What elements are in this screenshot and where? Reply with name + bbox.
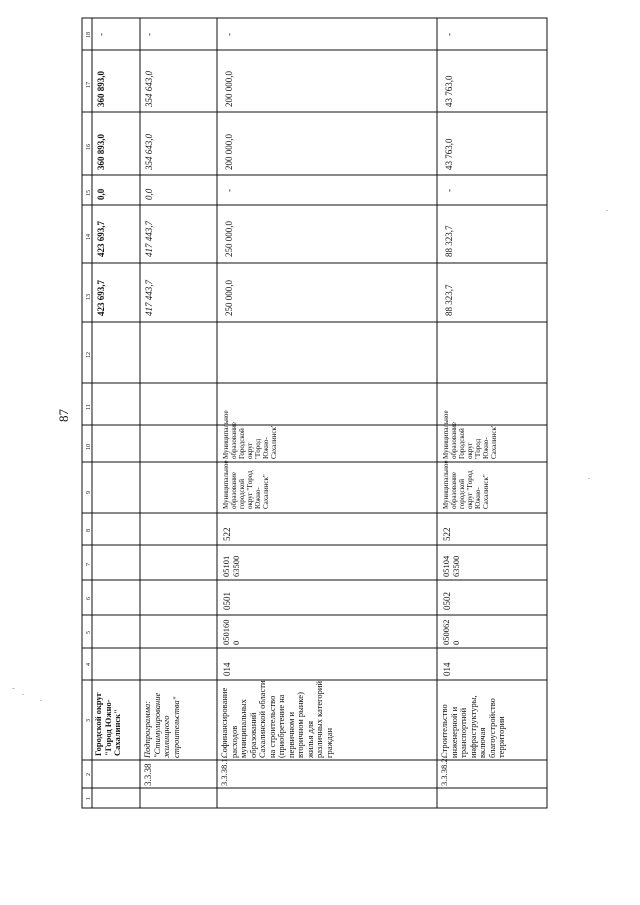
row1-col16: 360 893,0 bbox=[96, 134, 106, 170]
col-num-6: 6 bbox=[86, 597, 92, 600]
row1-col14: 423 693,7 bbox=[96, 221, 106, 257]
row4-name: Строительство инженерной и транспортной инфраструктуры, включая благоустройство территории bbox=[439, 695, 506, 758]
row4-col5: 0500620 bbox=[441, 619, 461, 645]
col-num-7: 7 bbox=[86, 563, 92, 566]
row4-col4: 014 bbox=[442, 662, 452, 676]
row4-col15: - bbox=[444, 189, 454, 192]
row1-name: Городской округ "Город Южно-Сахалинск" bbox=[93, 692, 122, 756]
row4-col14: 88 323,7 bbox=[444, 225, 454, 257]
row3-col8: 522 bbox=[222, 527, 232, 541]
col-num-18: 18 bbox=[86, 32, 92, 38]
col-num-12: 12 bbox=[86, 352, 92, 358]
row1-col17: 360 893,0 bbox=[96, 71, 106, 107]
row2-col13: 417 443,7 bbox=[144, 280, 154, 316]
col-num-11: 11 bbox=[86, 404, 92, 410]
row2-col15: 0,0 bbox=[144, 188, 154, 200]
row4-col10: Муниципальное образование Городской округ "Город Южно-Сахалинск" bbox=[442, 410, 498, 459]
row2-code: 3.3.38 bbox=[143, 763, 153, 786]
row4-code: 3.3.38.2. bbox=[439, 756, 449, 786]
row2-col14: 417 443,7 bbox=[144, 221, 154, 257]
row4-col17: 43 763,0 bbox=[444, 75, 454, 107]
row3-col10: Муниципальное образование Городской округ "Город Южно-Сахалинск" bbox=[222, 410, 278, 459]
row3-col9: Муниципальное образование городской округ "Город Южно-Сахалинск" bbox=[222, 460, 270, 509]
row3-col4: 014 bbox=[222, 662, 232, 676]
row3-col6: 0501 bbox=[222, 592, 232, 610]
col-num-1: 1 bbox=[86, 797, 92, 800]
col-num-14: 14 bbox=[86, 234, 92, 240]
row3-code: 3.3.38.1. bbox=[219, 756, 229, 786]
row3-col14: 250 000,0 bbox=[224, 221, 234, 257]
col-num-10: 10 bbox=[86, 444, 92, 450]
row4-col16: 43 763,0 bbox=[444, 138, 454, 170]
row3-col15: - bbox=[224, 189, 234, 192]
row3-col16: 200 000,0 bbox=[224, 134, 234, 170]
row3-col18: - bbox=[224, 33, 234, 36]
row1-col15: 0,0 bbox=[96, 188, 106, 200]
row2-name: Подпрограмма: "Стимулирование жилищного строительства" bbox=[142, 692, 181, 758]
row4-col9: Муниципальное образование городской округ "Город Южно-Сахалинск" bbox=[442, 460, 490, 509]
row4-col18: - bbox=[444, 33, 454, 36]
row1-col18: - bbox=[96, 33, 106, 36]
row4-col8: 522 bbox=[442, 527, 452, 541]
col-num-9: 9 bbox=[86, 491, 92, 494]
row4-col7: 05104 63500 bbox=[441, 555, 461, 577]
row3-col5: 0501600 bbox=[221, 619, 241, 645]
row3-col7: 05101 63500 bbox=[221, 555, 241, 577]
row3-col17: 200 000,0 bbox=[224, 71, 234, 107]
col-num-5: 5 bbox=[86, 631, 92, 634]
col-num-2: 2 bbox=[86, 773, 92, 776]
col-num-15: 15 bbox=[86, 190, 92, 196]
col-num-13: 13 bbox=[86, 294, 92, 300]
row3-name: Софинансирование расходов муниципальных образований Сахалинской области на строительство (приобретение на первичном и вторичном рынке) жилья для различных категорий граждан bbox=[219, 680, 334, 758]
row2-col16: 354 643,0 bbox=[144, 134, 154, 170]
col-num-3: 3 bbox=[86, 719, 92, 722]
page-number: 87 bbox=[56, 409, 71, 422]
row3-col13: 250 000,0 bbox=[224, 280, 234, 316]
row4-col6: 0502 bbox=[442, 592, 452, 610]
row1-col13: 423 693,7 bbox=[96, 280, 106, 316]
col-num-8: 8 bbox=[86, 529, 92, 532]
col-num-4: 4 bbox=[86, 663, 92, 666]
col-num-17: 17 bbox=[86, 82, 92, 88]
row4-col13: 88 323,7 bbox=[444, 284, 454, 316]
row2-col18: - bbox=[144, 33, 154, 36]
col-num-16: 16 bbox=[86, 144, 92, 150]
row2-col17: 354 643,0 bbox=[144, 71, 154, 107]
